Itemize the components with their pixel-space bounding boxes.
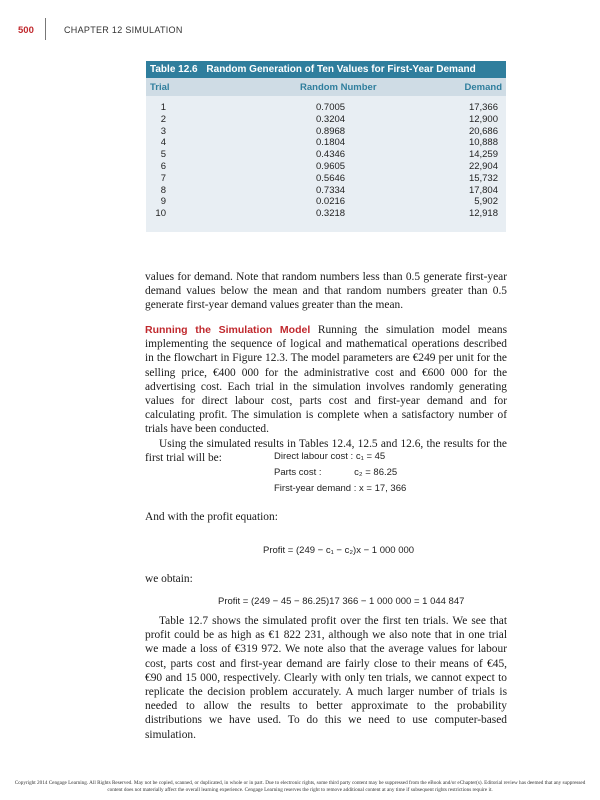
- header-divider: [45, 18, 46, 40]
- random-number-cell: 0.0216: [316, 196, 346, 208]
- paragraph-first-trial: Using the simulated results in Tables 12.4, 12.5 and 12.6, the results for the first trial will be:: [145, 437, 507, 464]
- equation-profit-result: Profit = (249 − 45 − 86.25)17 366 − 1 000 000 = 1 044 847: [218, 596, 465, 607]
- demand-cell: 12,900: [468, 113, 498, 125]
- table-row: [146, 114, 506, 126]
- paragraph-running-simulation: [145, 323, 507, 465]
- random-number-cell: 0.7005: [316, 102, 346, 113]
- demand-cell: 15,732: [468, 172, 498, 184]
- equation-profit: Profit = (249 − c₁ − c₂)x − 1 000 000: [263, 545, 415, 556]
- paragraph-we-obtain: [145, 572, 507, 586]
- equation-expression: c₂ = 86.25: [354, 467, 398, 478]
- trial-cell: 6: [160, 160, 166, 172]
- equation-expression: c₁ = 45: [355, 451, 386, 462]
- random-number-cell: 0.5646: [316, 172, 346, 184]
- table-row: [146, 137, 506, 149]
- equation-parts-cost: [274, 467, 397, 478]
- section-heading: Running the Simulation Model: [145, 324, 311, 336]
- page-number: 500: [18, 25, 34, 36]
- table-row: [146, 173, 506, 185]
- equation-first-year-demand: [274, 483, 406, 494]
- chapter-title: CHAPTER 12 SIMULATION: [64, 25, 183, 35]
- column-header-random-number: Random Number: [300, 81, 377, 93]
- trial-cell: 10: [155, 208, 166, 220]
- table-row: [146, 185, 506, 197]
- paragraph-text: we obtain:: [145, 573, 193, 585]
- trial-cell: 3: [160, 125, 166, 137]
- random-number-cell: 0.1804: [316, 137, 346, 149]
- table-row: [146, 102, 506, 114]
- equation-label: Parts cost :: [274, 467, 325, 478]
- paragraph-text: values for demand. Note that random numbers less than 0.5 generate first-year demand values below the mean and that random numbers greater than 0.5 generate first-year demand values greater than the mean.: [145, 271, 507, 312]
- table-row: [146, 161, 506, 173]
- random-number-cell: 0.9605: [316, 160, 346, 172]
- trial-cell: 8: [160, 184, 166, 196]
- trial-cell: 9: [160, 196, 166, 208]
- random-number-cell: 0.8968: [316, 125, 346, 137]
- equation-direct-labour: [274, 451, 385, 462]
- equation-label: Direct labour cost :: [274, 451, 356, 462]
- column-header-trial: Trial: [150, 81, 170, 93]
- random-number-cell: 0.7334: [316, 184, 346, 196]
- trial-cell: 1: [160, 102, 166, 113]
- paragraph-demand-values: [145, 270, 507, 313]
- trial-cell: 5: [160, 149, 166, 161]
- paragraph-profit-intro: [145, 510, 507, 524]
- page-header: [0, 0, 600, 44]
- demand-cell: 17,804: [468, 184, 498, 196]
- random-number-cell: 0.3218: [316, 208, 346, 220]
- table-row: [146, 126, 506, 138]
- table-body: [146, 96, 506, 232]
- demand-cell: 20,686: [468, 125, 498, 137]
- demand-cell: 14,259: [468, 149, 498, 161]
- equation-expression: x = 17, 366: [359, 483, 407, 494]
- paragraph-table-12-7: [145, 614, 507, 742]
- demand-cell: 22,904: [468, 160, 498, 172]
- table-number: Table 12.6: [150, 64, 198, 75]
- table-row: [146, 149, 506, 161]
- table-title: Random Generation of Ten Values for First-Year Demand: [206, 64, 476, 75]
- trial-cell: 2: [160, 113, 166, 125]
- demand-cell: 12,918: [468, 208, 498, 220]
- demand-cell: 5,902: [474, 196, 498, 208]
- table-caption: [146, 61, 506, 78]
- trial-cell: 7: [160, 172, 166, 184]
- paragraph-text: Running the simulation model means implementing the sequence of logical and mathematical operations described in the flowchart in Figure 12.3. The model parameters are €249 per unit for the selling price, €400 000 for the administrative cost and €600 000 for the advertising cost. Each trial in the simulation involves randomly generating values for direct labour cost, parts cost and first-year demand and for calculating profit. The simulation is complete when a satisfactory number of trials have been conducted.: [145, 324, 507, 436]
- demand-cell: 17,366: [468, 102, 498, 113]
- equation-label: First-year demand :: [274, 483, 359, 494]
- demand-table: [146, 61, 506, 232]
- paragraph-text: And with the profit equation:: [145, 511, 278, 523]
- copyright-footer: Copyright 2014 Cengage Learning. All Rights Reserved. May not be copied, scanned, or duplicated, in whole or in part. Due to electronic rights, some third party content may be suppressed from the eBook and/or eChapter(s). Editorial review has deemed that any suppressed content does not materially affect the overall learning experience. Cengage Learning reserves the right to remove additional content at any time if subsequent rights restrictions require it.: [14, 780, 586, 793]
- table-header-row: [146, 78, 506, 96]
- table-row: [146, 196, 506, 208]
- paragraph-text: Table 12.7 shows the simulated profit over the first ten trials. We see that profit could be as high as €1 822 231, although we also note that in one trial we made a loss of €319 972. We note also that the average values for labour cost, parts cost and first-year demand are fairly close to their means of €45, €90 and 15 000, respectively. Clearly with only ten trials, we cannot expect to replicate the decision problem accurately. A much larger number of trials is needed to allow the results to better approximate to the probability distributions we have used. To do this we need to use computer-based simulation.: [145, 615, 507, 741]
- trial-cell: 4: [160, 137, 166, 149]
- table-row: [146, 208, 506, 220]
- column-header-demand: Demand: [464, 81, 502, 93]
- demand-cell: 10,888: [468, 137, 498, 149]
- random-number-cell: 0.3204: [316, 113, 346, 125]
- random-number-cell: 0.4346: [316, 149, 346, 161]
